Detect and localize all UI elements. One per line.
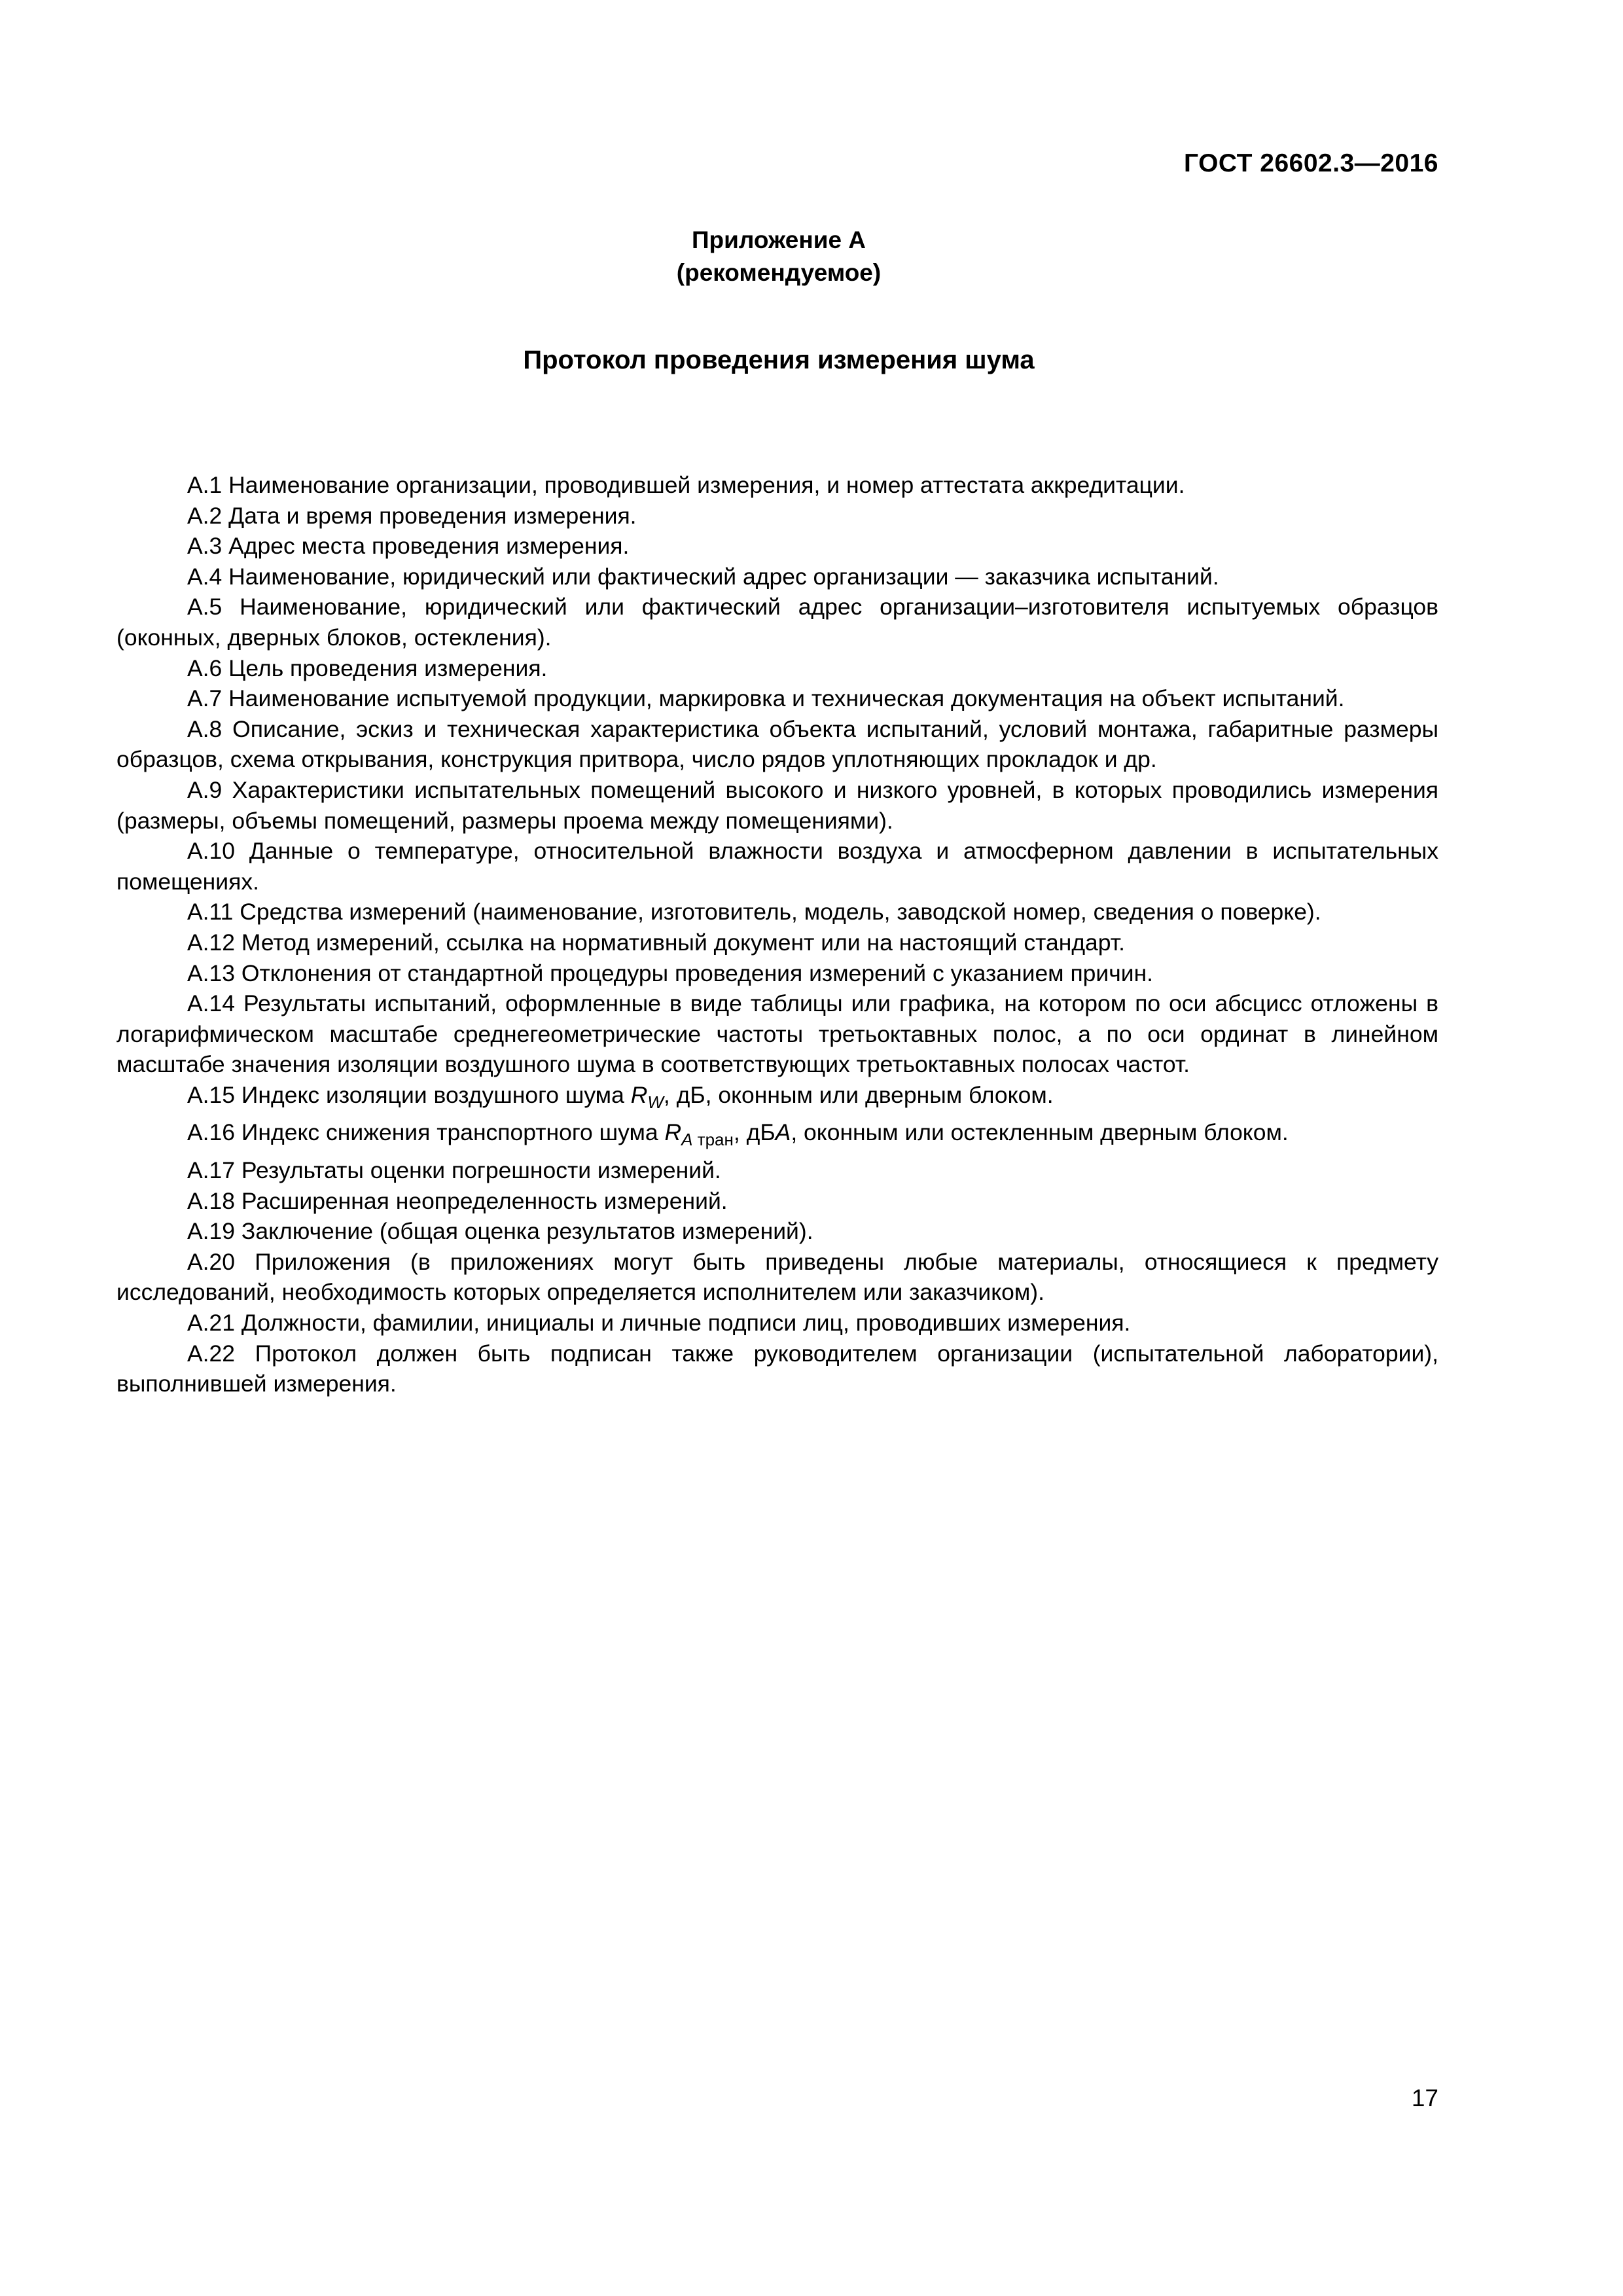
subscript-w: W [647, 1092, 664, 1112]
protocol-items-list [116, 470, 1438, 1399]
list-item: А.20 Приложения (в приложениях могут быть приведены любые материалы, относящиеся к предмету исследований, необходимость которых определяется исполнителем или заказчиком). [116, 1248, 1438, 1306]
list-item: А.21 Должности, фамилии, инициалы и личные подписи лиц, проводивших измерения. [187, 1310, 1131, 1336]
item-text: , оконным или остекленным дверным блоком. [791, 1119, 1289, 1146]
list-item: А.8 Описание, эскиз и техническая характеристика объекта испытаний, условий монтажа, габаритные размеры образцов, схема открывания, конструкция притвора, число рядов уплотняющих прокладок и др. [116, 715, 1438, 773]
list-item: А.4 Наименование, юридический или фактический адрес организации — заказчика испытаний. [187, 563, 1219, 590]
item-text: А.16 Индекс снижения транспортного шума [187, 1119, 665, 1146]
list-item: А.22 Протокол должен быть подписан также руководителем организации (испытательной лаборатории), выполнившей измерения. [116, 1340, 1438, 1397]
symbol-r: R [664, 1119, 682, 1146]
list-item: А.6 Цель проведения измерения. [187, 655, 548, 681]
list-item-airborne-index [116, 1080, 1438, 1118]
appendix-heading: Протокол проведения измерения шума [523, 346, 1035, 374]
list-item: А.18 Расширенная неопределенность измерений. [187, 1187, 728, 1214]
subscript-a-tran [681, 1130, 734, 1149]
appendix-header [0, 224, 1558, 289]
list-item: А.7 Наименование испытуемой продукции, маркировка и техническая документация на объект испытаний. [187, 685, 1345, 712]
appendix-title: Приложение А [691, 226, 866, 253]
list-item: А.11 Средства измерений (наименование, изготовитель, модель, заводской номер, сведения о поверке). [187, 899, 1321, 925]
list-item-traffic-index [116, 1117, 1438, 1155]
list-item: А.13 Отклонения от стандартной процедуры проведения измерений с указанием причин. [187, 960, 1154, 986]
subscript-tran: тран [692, 1130, 734, 1150]
list-item: А.3 Адрес места проведения измерения. [187, 533, 630, 560]
item-text: , дБ, оконным или дверным блоком. [663, 1081, 1054, 1108]
symbol-r: R [630, 1081, 648, 1108]
list-item: А.9 Характеристики испытательных помещений высокого и низкого уровней, в которых проводились измерения (размеры, объемы помещений, размеры проема между помещениями). [116, 776, 1438, 834]
list-item: А.17 Результаты оценки погрешности измерений. [187, 1157, 721, 1184]
list-item: А.1 Наименование организации, проводившей измерения, и номер аттестата аккредитации. [187, 472, 1185, 498]
document-code: ГОСТ 26602.3—2016 [1183, 149, 1438, 177]
list-item: А.19 Заключение (общая оценка результатов измерений). [187, 1218, 813, 1245]
unit-a: А [775, 1119, 791, 1146]
item-text: , дБ [733, 1119, 776, 1146]
appendix-status: (рекомендуемое) [676, 259, 882, 286]
list-item: А.10 Данные о температуре, относительной влажности воздуха и атмосферном давлении в испытательных помещениях. [116, 838, 1438, 895]
list-item: А.14 Результаты испытаний, оформленные в виде таблицы или графика, на котором по оси абсцисс отложены в логарифмическом масштабе среднегеометрические частоты третьоктавных полос, а по оси ординат в линейном масштабе значения изоляции воздушного шума в соответствующих третьоктавных полосах частот. [116, 990, 1438, 1078]
item-text: А.15 Индекс изоляции воздушного шума [187, 1081, 631, 1108]
page-number: 17 [1411, 2085, 1438, 2111]
list-item: А.12 Метод измерений, ссылка на нормативный документ или на настоящий стандарт. [187, 929, 1125, 956]
subscript-a: A [681, 1130, 693, 1150]
list-item: А.2 Дата и время проведения измерения. [187, 502, 637, 529]
list-item: А.5 Наименование, юридический или фактический адрес организации–изготовителя испытуемых образцов (оконных, дверных блоков, остекления). [116, 594, 1438, 651]
